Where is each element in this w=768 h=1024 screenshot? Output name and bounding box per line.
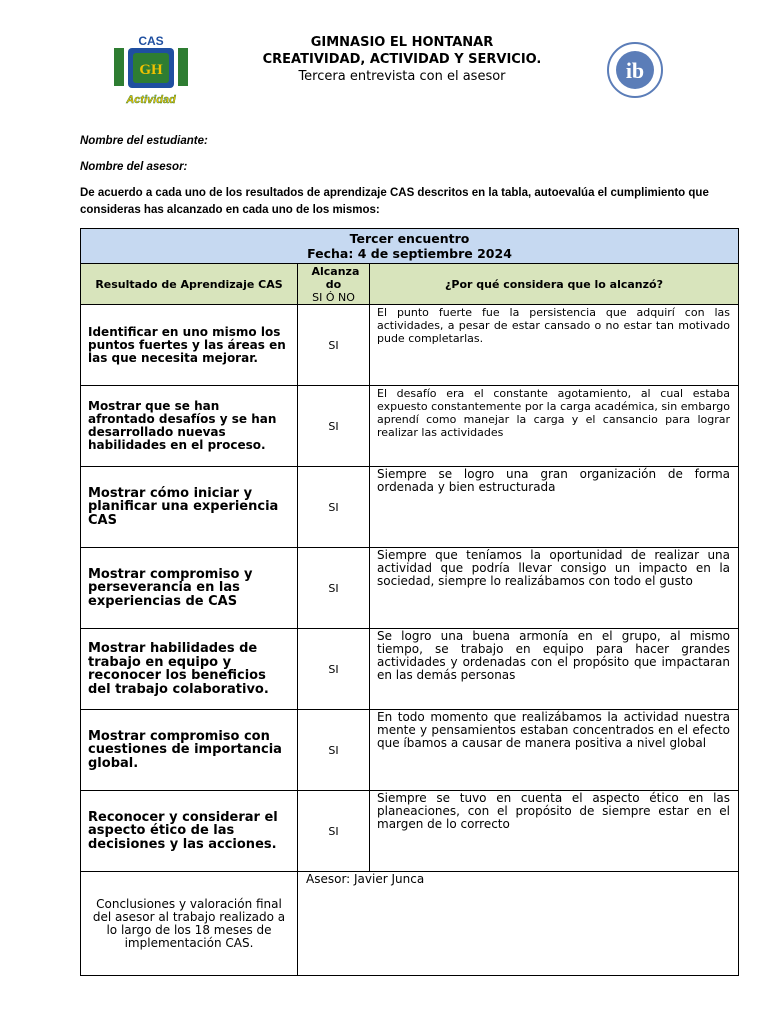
ib-logo-text: ib xyxy=(625,58,645,83)
result-cell: Mostrar habilidades de trabajo en equipo y reconocer los beneficios del trabajo colaborativo. xyxy=(81,629,298,710)
document-header xyxy=(200,34,604,85)
why-cell: Siempre se tuvo en cuenta el aspecto ético en las planeaciones, con el propósito de siempre estar en el margen de lo correcto xyxy=(370,791,739,872)
col-header-result: Resultado de Aprendizaje CAS xyxy=(81,264,298,305)
table-row xyxy=(81,386,739,467)
ib-logo xyxy=(600,42,670,98)
col-header-why: ¿Por qué considera que lo alcanzó? xyxy=(370,264,739,305)
achieved-cell: SI xyxy=(298,467,370,548)
why-cell: Siempre se logro una gran organización de forma ordenada y bien estructurada xyxy=(370,467,739,548)
interview-subtitle: Tercera entrevista con el asesor xyxy=(298,69,506,84)
encounter-date: Fecha: 4 de septiembre 2024 xyxy=(307,246,512,261)
table-row xyxy=(81,629,739,710)
school-name: GIMNASIO EL HONTANAR xyxy=(310,35,494,50)
result-cell: Mostrar compromiso y perseverancia en las experiencias de CAS xyxy=(81,548,298,629)
column-header-row xyxy=(81,264,739,305)
cas-logo-text: CAS xyxy=(138,34,164,48)
result-cell: Mostrar que se han afrontado desafíos y se han desarrollado nuevas habilidades en el proceso. xyxy=(81,386,298,467)
table-row xyxy=(81,467,739,548)
cas-logo xyxy=(106,32,196,108)
col-header-achieved-label: Alcanza do xyxy=(311,264,360,291)
encounter-title: Tercer encuentro xyxy=(349,231,470,246)
intro-paragraph: De acuerdo a cada uno de los resultados de aprendizaje CAS descritos en la tabla, autoevalúa el cumplimiento que consideras has alcanzado en cada uno de los mismos: xyxy=(80,187,709,216)
achieved-cell: SI xyxy=(298,629,370,710)
advisor-note: Asesor: Javier Junca xyxy=(298,872,739,976)
result-cell: Mostrar compromiso con cuestiones de importancia global. xyxy=(81,710,298,791)
result-cell: Mostrar cómo iniciar y planificar una experiencia CAS xyxy=(81,467,298,548)
encounter-row xyxy=(81,229,739,264)
why-cell: Se logro una buena armonía en el grupo, al mismo tiempo, se trabajo en equipo para hacer grandes actividades y ordenadas con el propósito que impactaran en las demás personas xyxy=(370,629,739,710)
achieved-cell: SI xyxy=(298,386,370,467)
student-name-label: Nombre del estudiante: xyxy=(80,135,208,147)
table-row xyxy=(81,305,739,386)
conclusion-row xyxy=(81,872,739,976)
table-row xyxy=(81,710,739,791)
actividad-logo-text: Actividad xyxy=(126,94,176,106)
achieved-cell: SI xyxy=(298,548,370,629)
advisor-name-label: Nombre del asesor: xyxy=(80,161,188,173)
conclusion-label: Conclusiones y valoración final del asesor al trabajo realizado a lo largo de los 18 meses de implementación CAS. xyxy=(81,872,298,976)
result-cell: Reconocer y considerar el aspecto ético de las decisiones y las acciones. xyxy=(81,791,298,872)
encounter-cell xyxy=(81,229,739,264)
gh-monogram: GH xyxy=(139,62,163,78)
achieved-cell: SI xyxy=(298,305,370,386)
program-name: CREATIVIDAD, ACTIVIDAD Y SERVICIO. xyxy=(262,52,542,67)
col-header-achieved xyxy=(298,264,370,305)
table-row xyxy=(81,791,739,872)
cas-outcomes-table xyxy=(80,228,739,976)
why-cell: El desafío era el constante agotamiento, al cual estaba expuesto constantemente por la carga académica, sin embargo aprendí como manejar la carga y el cansancio para lograr realizar las actividades xyxy=(370,386,739,467)
why-cell: El punto fuerte fue la persistencia que adquirí con las actividades, a pesar de estar cansado o no estar tan motivado pude completarlas. xyxy=(370,305,739,386)
col-header-achieved-options: SI Ó NO xyxy=(312,290,355,304)
table-row xyxy=(81,548,739,629)
why-cell: En todo momento que realizábamos la actividad nuestra mente y pensamientos estaban concentrados en el efecto que íbamos a causar de manera positiva a nivel global xyxy=(370,710,739,791)
achieved-cell: SI xyxy=(298,791,370,872)
result-cell: Identificar en uno mismo los puntos fuertes y las áreas en las que necesita mejorar. xyxy=(81,305,298,386)
achieved-cell: SI xyxy=(298,710,370,791)
why-cell: Siempre que teníamos la oportunidad de realizar una actividad que podría llevar consigo un impacto en la sociedad, siempre lo realizábamos con todo el gusto xyxy=(370,548,739,629)
